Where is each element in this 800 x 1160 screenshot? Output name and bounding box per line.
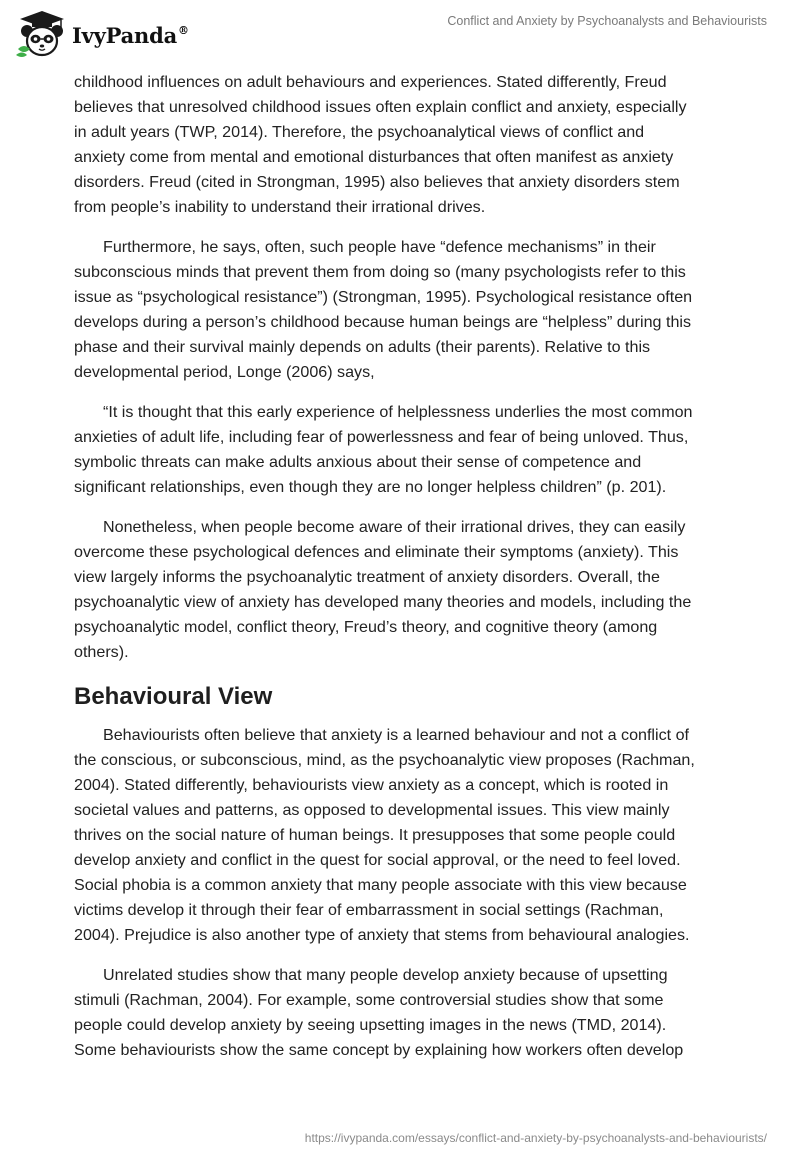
- panda-graduate-icon: [14, 9, 70, 59]
- essay-content: [74, 70, 734, 1078]
- footer-url[interactable]: https://ivypanda.com/essays/conflict-and-anxiety-by-psychoanalysts-and-behaviourists/: [304, 1131, 767, 1145]
- document-title: Conflict and Anxiety by Psychoanalysts and Behaviourists: [447, 14, 767, 28]
- brand-logo[interactable]: [14, 9, 189, 59]
- page-header: [0, 0, 800, 70]
- block-quote: “It is thought that this early experience of helplessness underlies the most common anxieties of adult life, including fear of powerlessness and fear of being unloved. Thus, symbolic threats can make adults anxious about their sense of competence and significant relationships, even though they are no longer helpless children” (p. 201).: [74, 403, 693, 496]
- paragraph-5: Unrelated studies show that many people develop anxiety because of upsetting stimuli (Rachman, 2004). For example, some controversial studies show that some people could develop anxiety by seeing upsetting images in the news (TMD, 2014). Some behaviourists show the same concept by explaining how workers often develop: [74, 966, 684, 1059]
- paragraph-2: Furthermore, he says, often, such people have “defence mechanisms” in their subconscious minds that prevent them from doing so (many psychologists refer to this issue as “psychological resistance”) (Strongman, 1995). Psychological resistance often develops during a person’s childhood because human beings are “helpless” during this phase and their survival mainly depends on adults (their parents). Relative to this developmental period, Longe (2006) says,: [74, 238, 693, 381]
- paragraph-3: Nonetheless, when people become aware of their irrational drives, they can easily overcome these psychological defences and eliminate their symptoms (anxiety). This view largely informs the psychoanalytic treatment of anxiety disorders. Overall, the psychoanalytic view of anxiety has developed many theories and models, including the psychoanalytic model, conflict theory, Freud’s theory, and cognitive theory (among others).: [74, 518, 692, 661]
- paragraph-1: childhood influences on adult behaviours and experiences. Stated differently, Freud believes that unresolved childhood issues often explain conflict and anxiety, especially in adult years (TWP, 2014). Therefore, the psychoanalytical views of conflict and anxiety come from mental and emotional disturbances that often manifest as anxiety disorders. Freud (cited in Strongman, 1995) also believes that anxiety disorders stem from people’s inability to understand their irrational drives.: [74, 73, 687, 216]
- paragraph-4: Behaviourists often believe that anxiety is a learned behaviour and not a conflict of the conscious, or subconscious, mind, as the psychoanalytic view proposes (Rachman, 2004). Stated differently, behaviourists view anxiety as a concept, which is rooted in societal values and patterns, as opposed to developmental issues. This view mainly thrives on the social nature of human beings. It presupposes that some people could develop anxiety and conflict in the quest for social approval, or the need to feel loved. Social phobia is a common anxiety that many people associate with this view because victims develop it through their fear of embarrassment in social settings (Rachman, 2004). Prejudice is also another type of anxiety that stems from behavioural analogies.: [74, 726, 695, 944]
- section-heading: Behavioural View: [74, 683, 273, 710]
- brand-name: IvyPanda®: [72, 22, 189, 48]
